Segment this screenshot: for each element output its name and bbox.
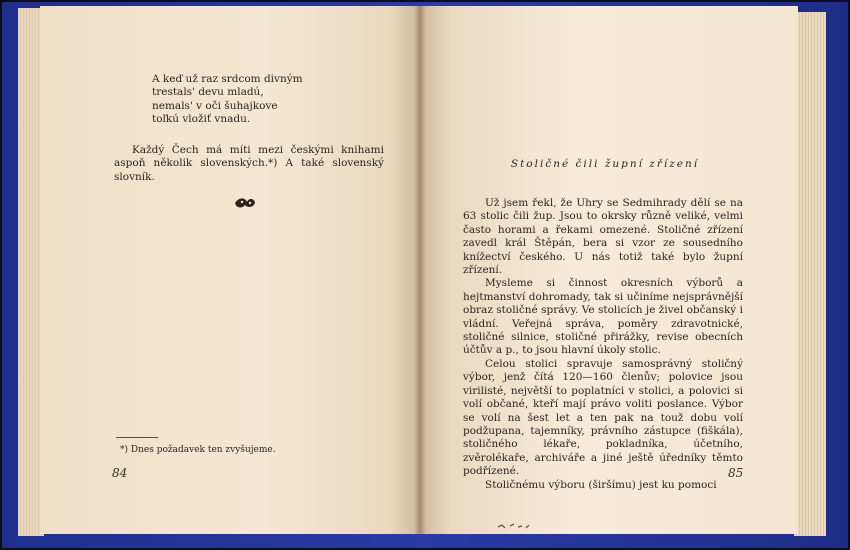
poem-line: A keď už raz srdcom divným: [152, 73, 303, 85]
footnote: *) Dnes požadavek ten zvyšujeme.: [120, 445, 276, 455]
body-paragraph: Stoličnému výboru (širšímu) jest ku pomoci: [485, 478, 717, 491]
poem-line: nemals' v oči šuhajkove: [152, 99, 278, 112]
poem-line: toľkú vložiť vnadu.: [152, 113, 251, 126]
poem-line: trestals' devu mladú,: [152, 86, 264, 99]
leaf-ornament-icon: [233, 196, 257, 210]
section-title: Stoličné čili župní zřízení: [510, 158, 700, 170]
body-paragraph: Mysleme si činnost okresních výborů a hejtmanství dohromady, tak si učiníme nejsprávnější obraz stoličné správy. Ve stolicích je živel občanský i vládní. Veřejná správa, poměry zdravotnické, stoličné silnice, stoličné přirážky, revise obecních účtův a p., to jsou hlavní úkoly stolic.: [463, 277, 743, 357]
page-number-left: 84: [112, 466, 128, 480]
footnote-rule: [116, 437, 158, 438]
poem-stanza: [152, 73, 392, 127]
right-page-edges: [794, 12, 826, 536]
left-paragraph: Každý Čech má míti mezi českými knihami aspoň několik slovenských.*) A také slovenský slovník.: [114, 144, 384, 183]
body-paragraph: Už jsem řekl, že Uhry se Sedmihrady dělí se na 63 stolic čili žup. Jsou to okrsky různě veliké, velmi často horami a řekami omezené. Stoličné zřízení zavedl král Štěpán, bera si vzor ze sousedního knížectví českého. U nás totiž také bylo župní zřízení.: [463, 197, 743, 277]
body-paragraph: Celou stolici spravuje samosprávný stoličný výbor, jenž čítá 120—160 členův; polovice jsou virilisté, největší to poplatníci v stolici, a polovici si volí občané, kteří mají právo voliti poslance. Výbor se volí na šest let a ten pak na touž dobu volí podžupana, tajemníky, právního zástupce (fiškála), stoličného lékaře, pokladníka, účetního, zvěrolékaře, archiváře a jiné ještě úředníky těmto podřízené.: [463, 357, 743, 478]
right-body-text: [463, 197, 743, 492]
page-number-right: 85: [728, 466, 744, 480]
library-stamp-icon: [496, 522, 536, 530]
book-gutter: [414, 6, 426, 534]
